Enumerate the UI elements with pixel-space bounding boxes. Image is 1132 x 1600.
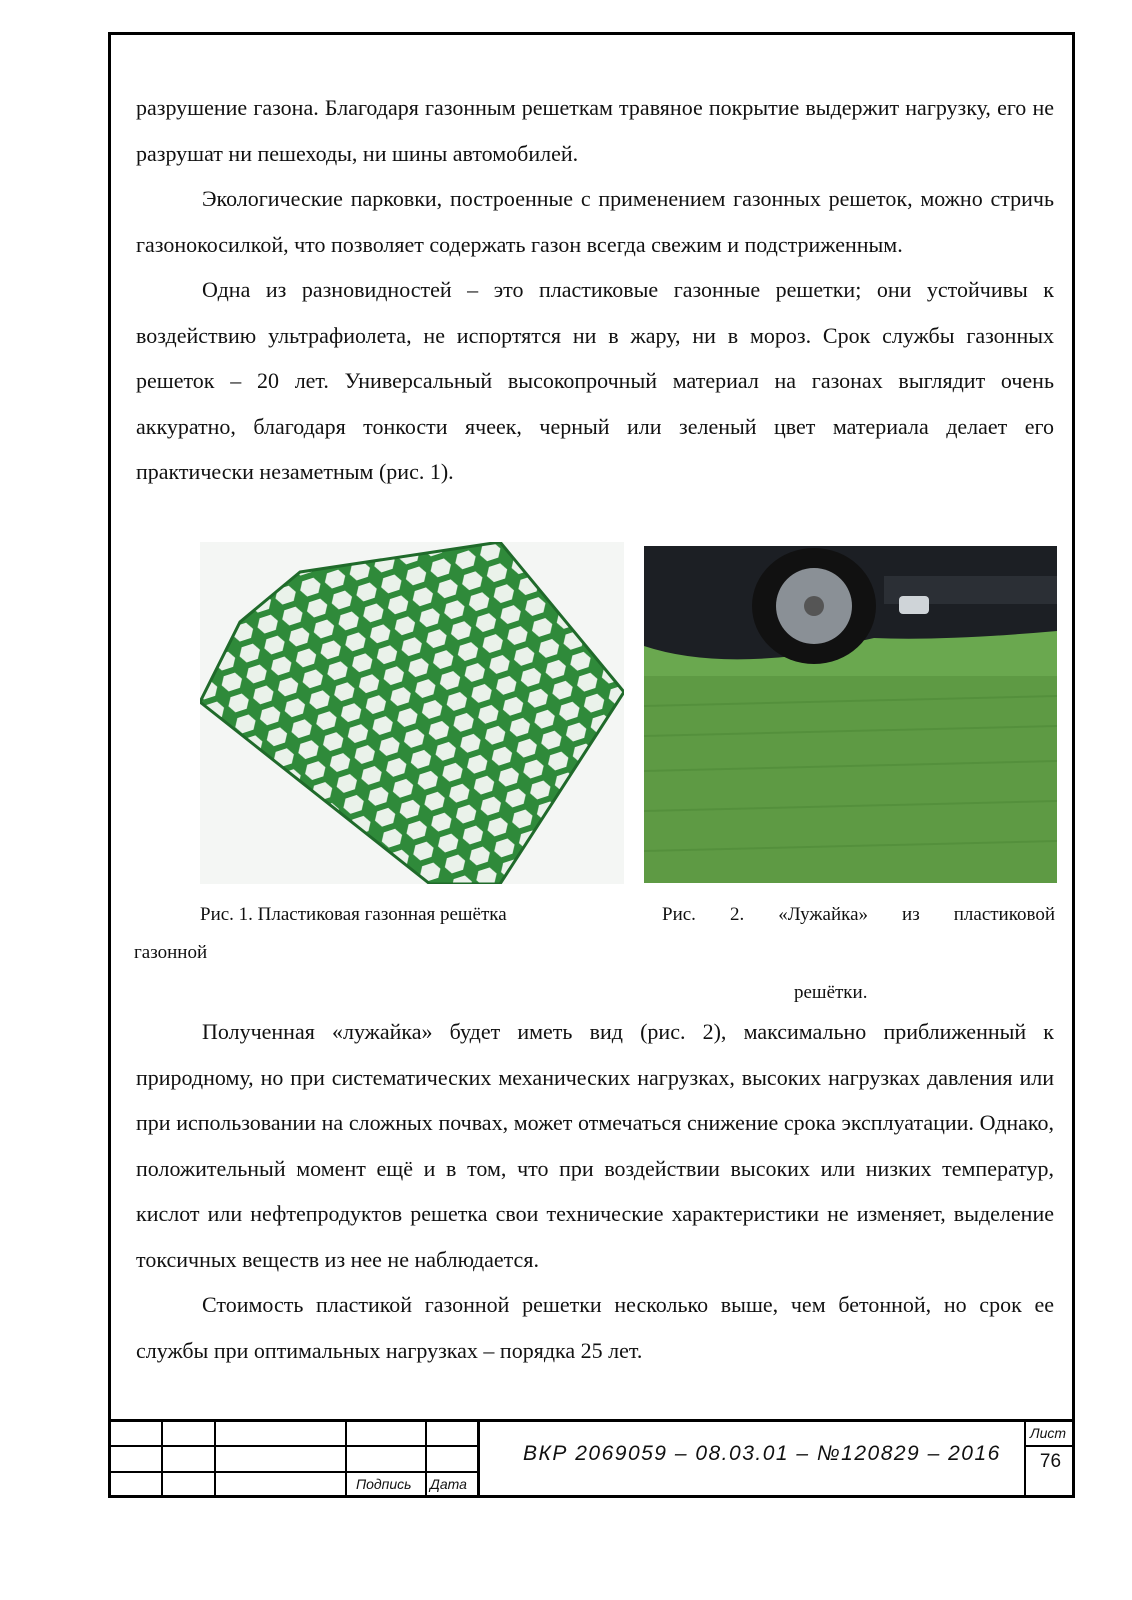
- body-text-top: [136, 85, 1054, 495]
- figure-2-caption-line-2: решётки.: [794, 982, 868, 1003]
- figure-1-image: [200, 542, 624, 884]
- paragraph-5: Стоимость пластикой газонной решетки несколько выше, чем бетонной, но срок ее службы при оптимальных нагрузках – порядка 25 лет.: [136, 1292, 1054, 1363]
- sheet-number: 76: [1039, 1451, 1062, 1472]
- paragraph-3: Одна из разновидностей – это пластиковые газонные решетки; они устойчивы к воздействию ультрафиолета, не испортятся ни в жару, ни в мороз. Срок службы газонных решеток – 20 лет. Универсальный высокопрочный материал на газонах выглядит очень аккуратно, благодаря тонкости ячеек, черный или зеленый цвет материала делает его практически незаметным (рис. 1).: [136, 277, 1054, 484]
- figure-2-caption-line-1: Рис. 2. «Лужайка» из пластиковой: [662, 904, 1055, 925]
- sheet-label: Лист: [1030, 1425, 1067, 1441]
- figure-1-caption-line-2: газонной: [134, 942, 208, 963]
- paragraph-2: Экологические парковки, построенные с применением газонных решеток, можно стричь газонокосилкой, что позволяет содержать газон всегда свежим и подстриженным.: [136, 186, 1054, 257]
- figure-2-image: [644, 546, 1057, 883]
- document-code: ВКР 2069059 – 08.03.01 – №120829 – 2016: [523, 1442, 1001, 1465]
- body-text-bottom: [136, 1009, 1054, 1373]
- paragraph-4: Полученная «лужайка» будет иметь вид (рис. 2), максимально приближенный к природному, но при систематических механических нагрузках, высоких нагрузках давления или при использовании на сложных почвах, может отмечаться снижение срока эксплуатации. Однако, положительный момент ещё и в том, что при воздействии высоких или низких температур, кислот или нефтепродуктов решетка свои технические характеристики не изменяет, выделение токсичных веществ из нее не наблюдается.: [136, 1019, 1054, 1272]
- paragraph-1: разрушение газона. Благодаря газонным решеткам травяное покрытие выдержит нагрузку, его не разрушат ни пешеходы, ни шины автомобилей.: [136, 95, 1054, 166]
- figure-1-caption-line-1: Рис. 1. Пластиковая газонная решётка: [200, 904, 507, 925]
- signature-label: Подпись: [356, 1476, 412, 1492]
- date-label: Дата: [430, 1476, 467, 1492]
- title-block: [108, 1419, 1075, 1498]
